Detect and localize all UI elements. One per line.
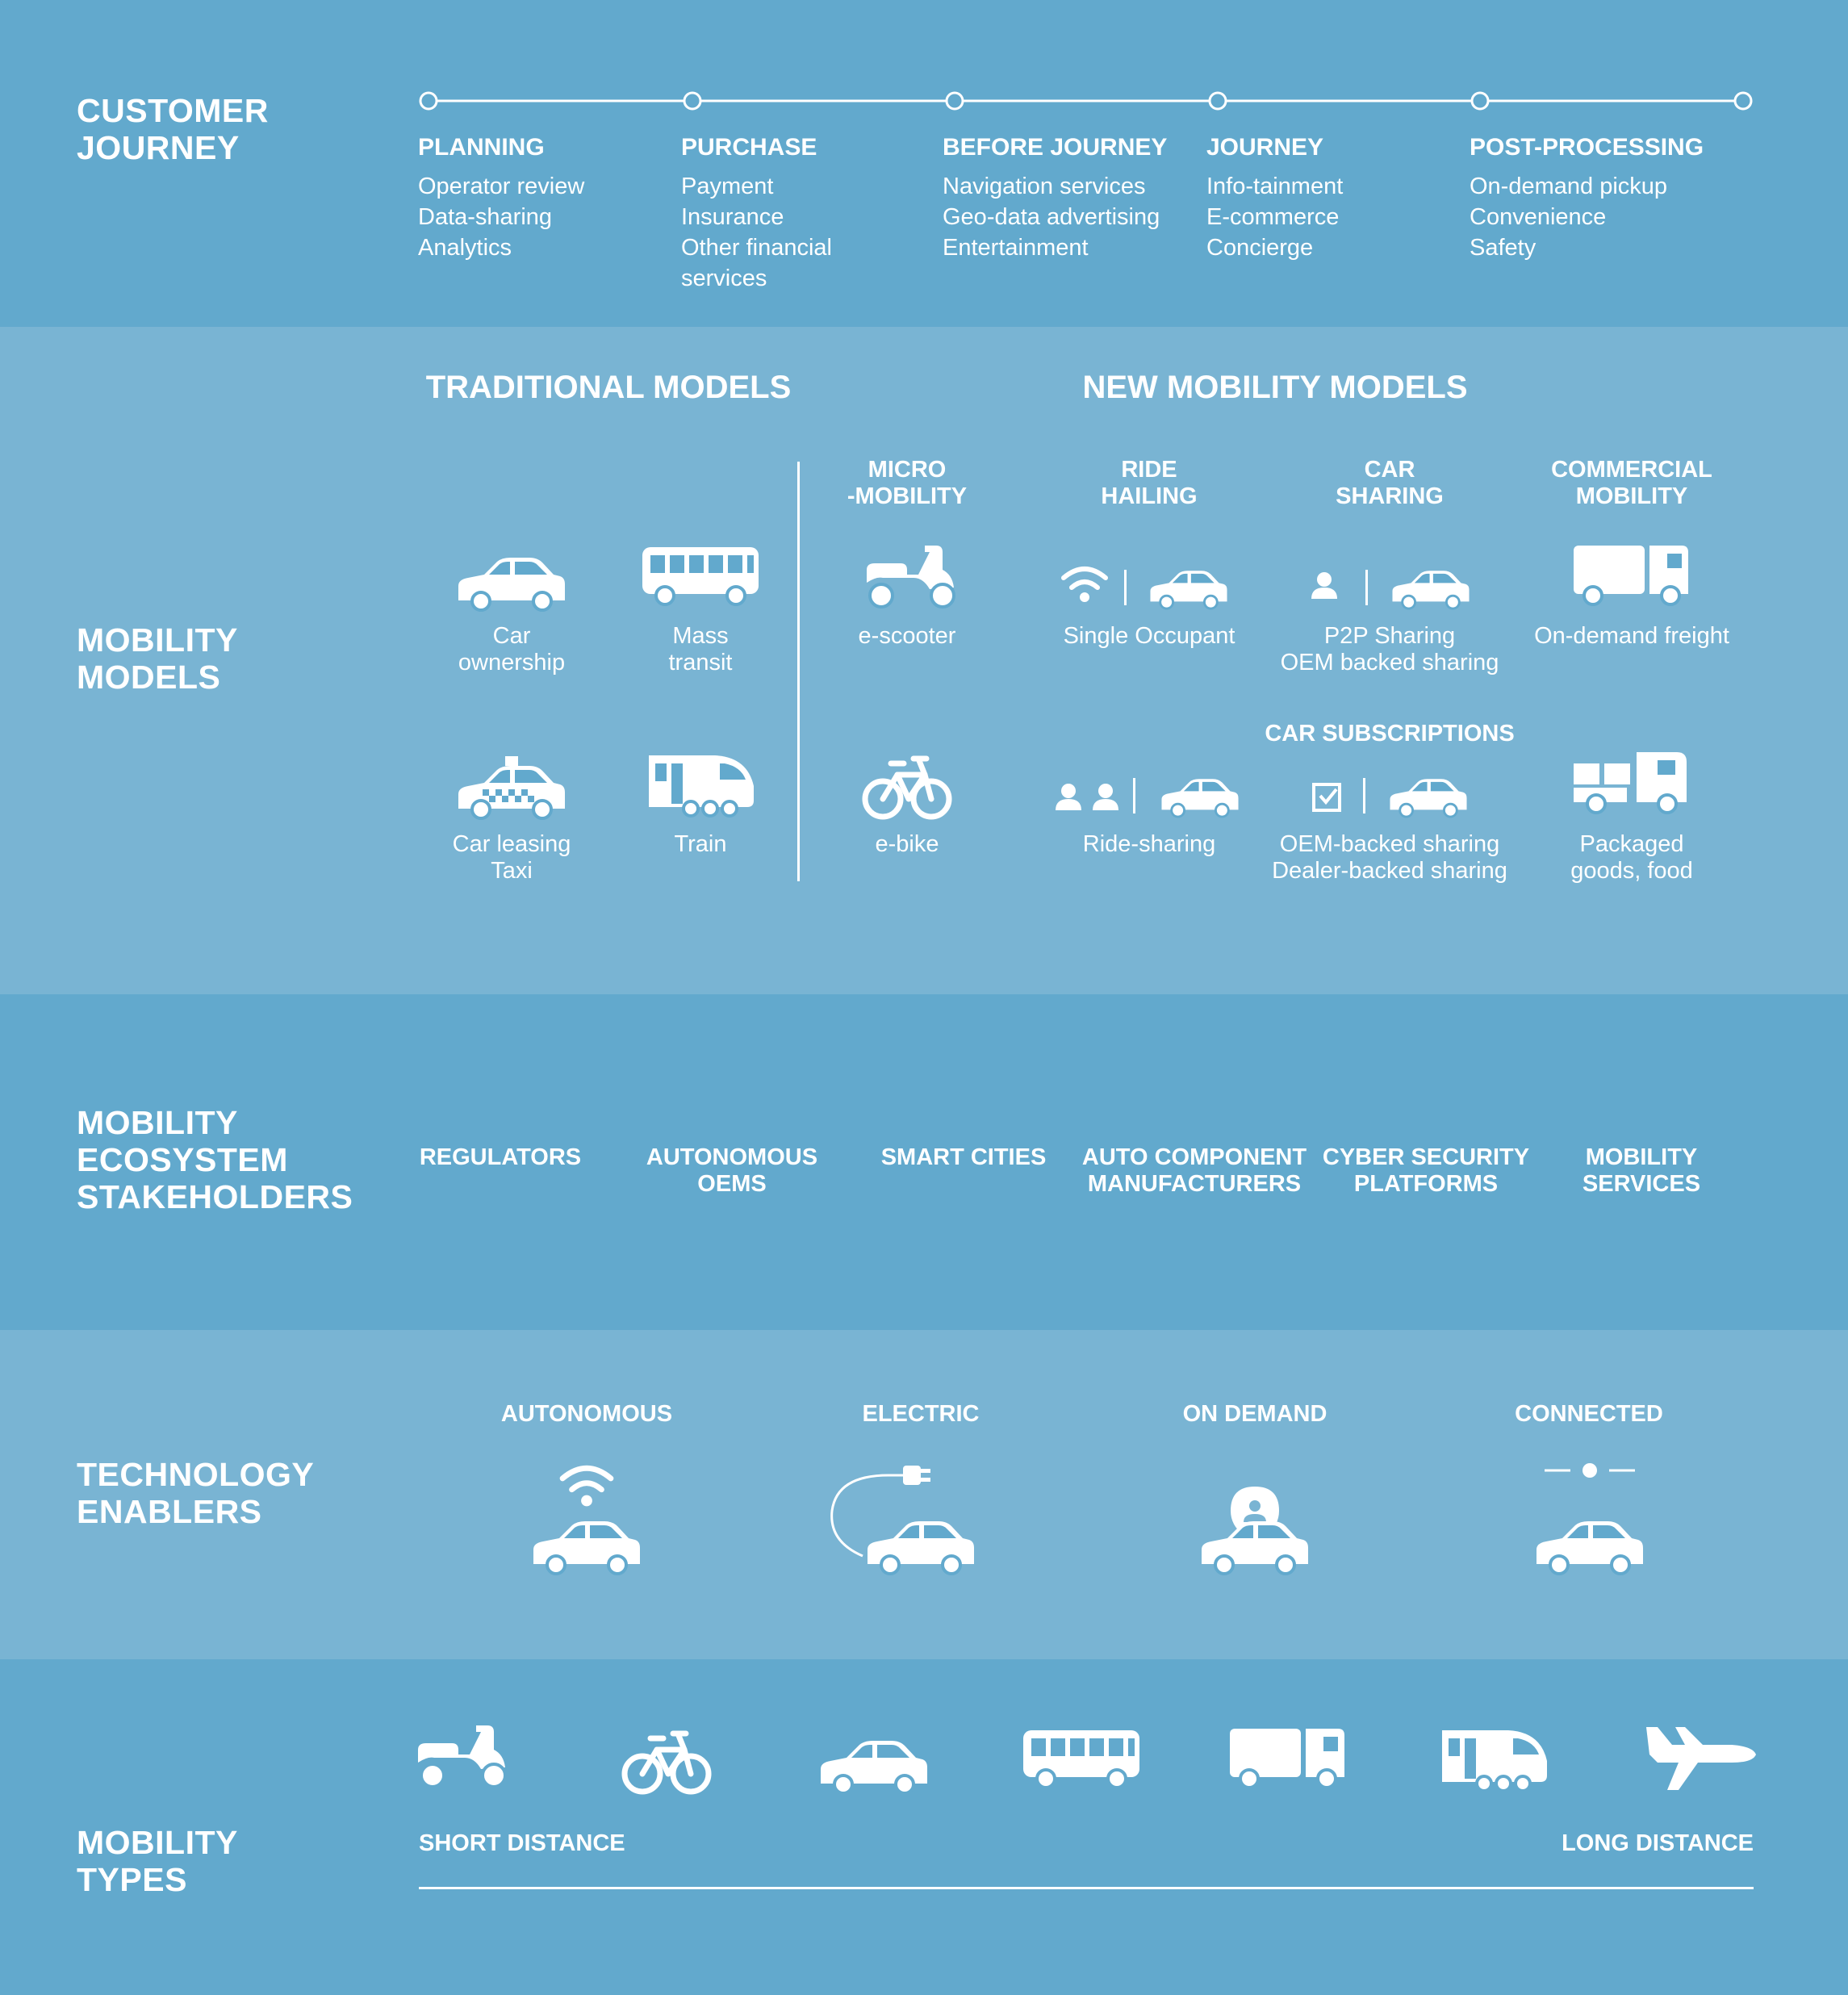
p2p-sharing-label: P2P Sharing OEM backed sharing xyxy=(1280,623,1499,675)
subscriptions-separator xyxy=(1363,778,1365,813)
technology-title: TECHNOLOGY ENABLERS xyxy=(77,1456,315,1530)
ride-sharing-label: Ride-sharing xyxy=(1082,831,1216,857)
mobility-models-title: MOBILITY MODELS xyxy=(77,621,238,696)
scooter-icon xyxy=(907,578,908,579)
car-icon xyxy=(1200,798,1201,799)
connection-icon xyxy=(1590,1470,1591,1471)
distance-scale-line xyxy=(419,1887,1754,1889)
ride-sharing-separator xyxy=(1133,778,1135,813)
ride-hailing-separator xyxy=(1124,570,1127,605)
single-occupant-label: Single Occupant xyxy=(1063,623,1235,649)
stakeholder-regulators: REGULATORS xyxy=(419,1144,582,1170)
on-demand-freight-label: On-demand freight xyxy=(1534,623,1729,649)
car-leasing-label: Car leasing Taxi xyxy=(452,831,571,884)
oem-backed-sharing-label: OEM-backed sharing Dealer-backed sharing xyxy=(1272,831,1507,884)
location-pin-icon xyxy=(1255,1520,1256,1521)
stakeholder-auto-component-manufacturers: AUTO COMPONENT MANUFACTURERS xyxy=(1081,1144,1307,1197)
bike-icon xyxy=(907,786,908,787)
delivery-truck-icon xyxy=(1632,783,1633,784)
scooter-icon xyxy=(458,1758,459,1759)
car-sharing-separator xyxy=(1365,570,1368,605)
e-bike-label: e-bike xyxy=(875,831,939,857)
stakeholder-autonomous-oems: AUTONOMOUS OEMS xyxy=(646,1144,818,1197)
customer-journey-title: CUSTOMER JOURNEY xyxy=(77,92,269,166)
tech-autonomous-label: AUTONOMOUS xyxy=(500,1401,673,1427)
packaged-goods-label: Packaged goods, food xyxy=(1570,831,1693,884)
car-ownership-label: Car ownership xyxy=(458,623,566,675)
new-mobility-models-heading: NEW MOBILITY MODELS xyxy=(1082,370,1468,405)
train-icon xyxy=(700,784,701,785)
e-scooter-label: e-scooter xyxy=(858,623,956,649)
train-label: Train xyxy=(674,831,727,857)
bus-icon xyxy=(1081,1758,1082,1759)
long-distance-label: LONG DISTANCE xyxy=(1562,1830,1754,1856)
on-demand-car-icon xyxy=(1255,1548,1256,1549)
stakeholders-title: MOBILITY ECOSYSTEM STAKEHOLDERS xyxy=(77,1104,353,1215)
category-car-sharing: CAR SHARING xyxy=(1336,457,1444,509)
train-icon xyxy=(1494,1759,1495,1760)
stakeholder-smart-cities: SMART CITIES xyxy=(880,1144,1047,1170)
tech-electric-label: ELECTRIC xyxy=(862,1401,980,1427)
person-icon xyxy=(1068,799,1069,800)
truck-icon xyxy=(1288,1758,1289,1759)
mass-transit-label: Mass transit xyxy=(668,623,733,675)
short-distance-label: SHORT DISTANCE xyxy=(419,1830,625,1856)
mobility-types-section xyxy=(0,1659,1848,1995)
tech-connected-label: CONNECTED xyxy=(1515,1401,1663,1427)
car-icon xyxy=(1428,798,1429,799)
electric-car-icon xyxy=(921,1548,922,1549)
tech-on-demand-label: ON DEMAND xyxy=(1182,1401,1327,1427)
traditional-models-heading: TRADITIONAL MODELS xyxy=(425,370,792,405)
category-micro-mobility: MICRO -MOBILITY xyxy=(847,457,968,509)
car-icon xyxy=(1431,590,1432,591)
category-commercial-mobility: COMMERCIAL MOBILITY xyxy=(1551,457,1712,509)
category-ride-hailing: RIDE HAILING xyxy=(1101,457,1198,509)
car-icon xyxy=(874,1767,875,1768)
mobility-types-title: MOBILITY TYPES xyxy=(77,1824,238,1898)
stakeholder-cyber-security-platforms: CYBER SECURITY PLATFORMS xyxy=(1322,1144,1530,1197)
category-car-subscriptions: CAR SUBSCRIPTIONS xyxy=(1265,721,1515,747)
stakeholder-mobility-services: MOBILITY SERVICES xyxy=(1582,1144,1701,1197)
connected-car-icon xyxy=(1590,1548,1591,1549)
mobility-models-section xyxy=(0,327,1848,994)
